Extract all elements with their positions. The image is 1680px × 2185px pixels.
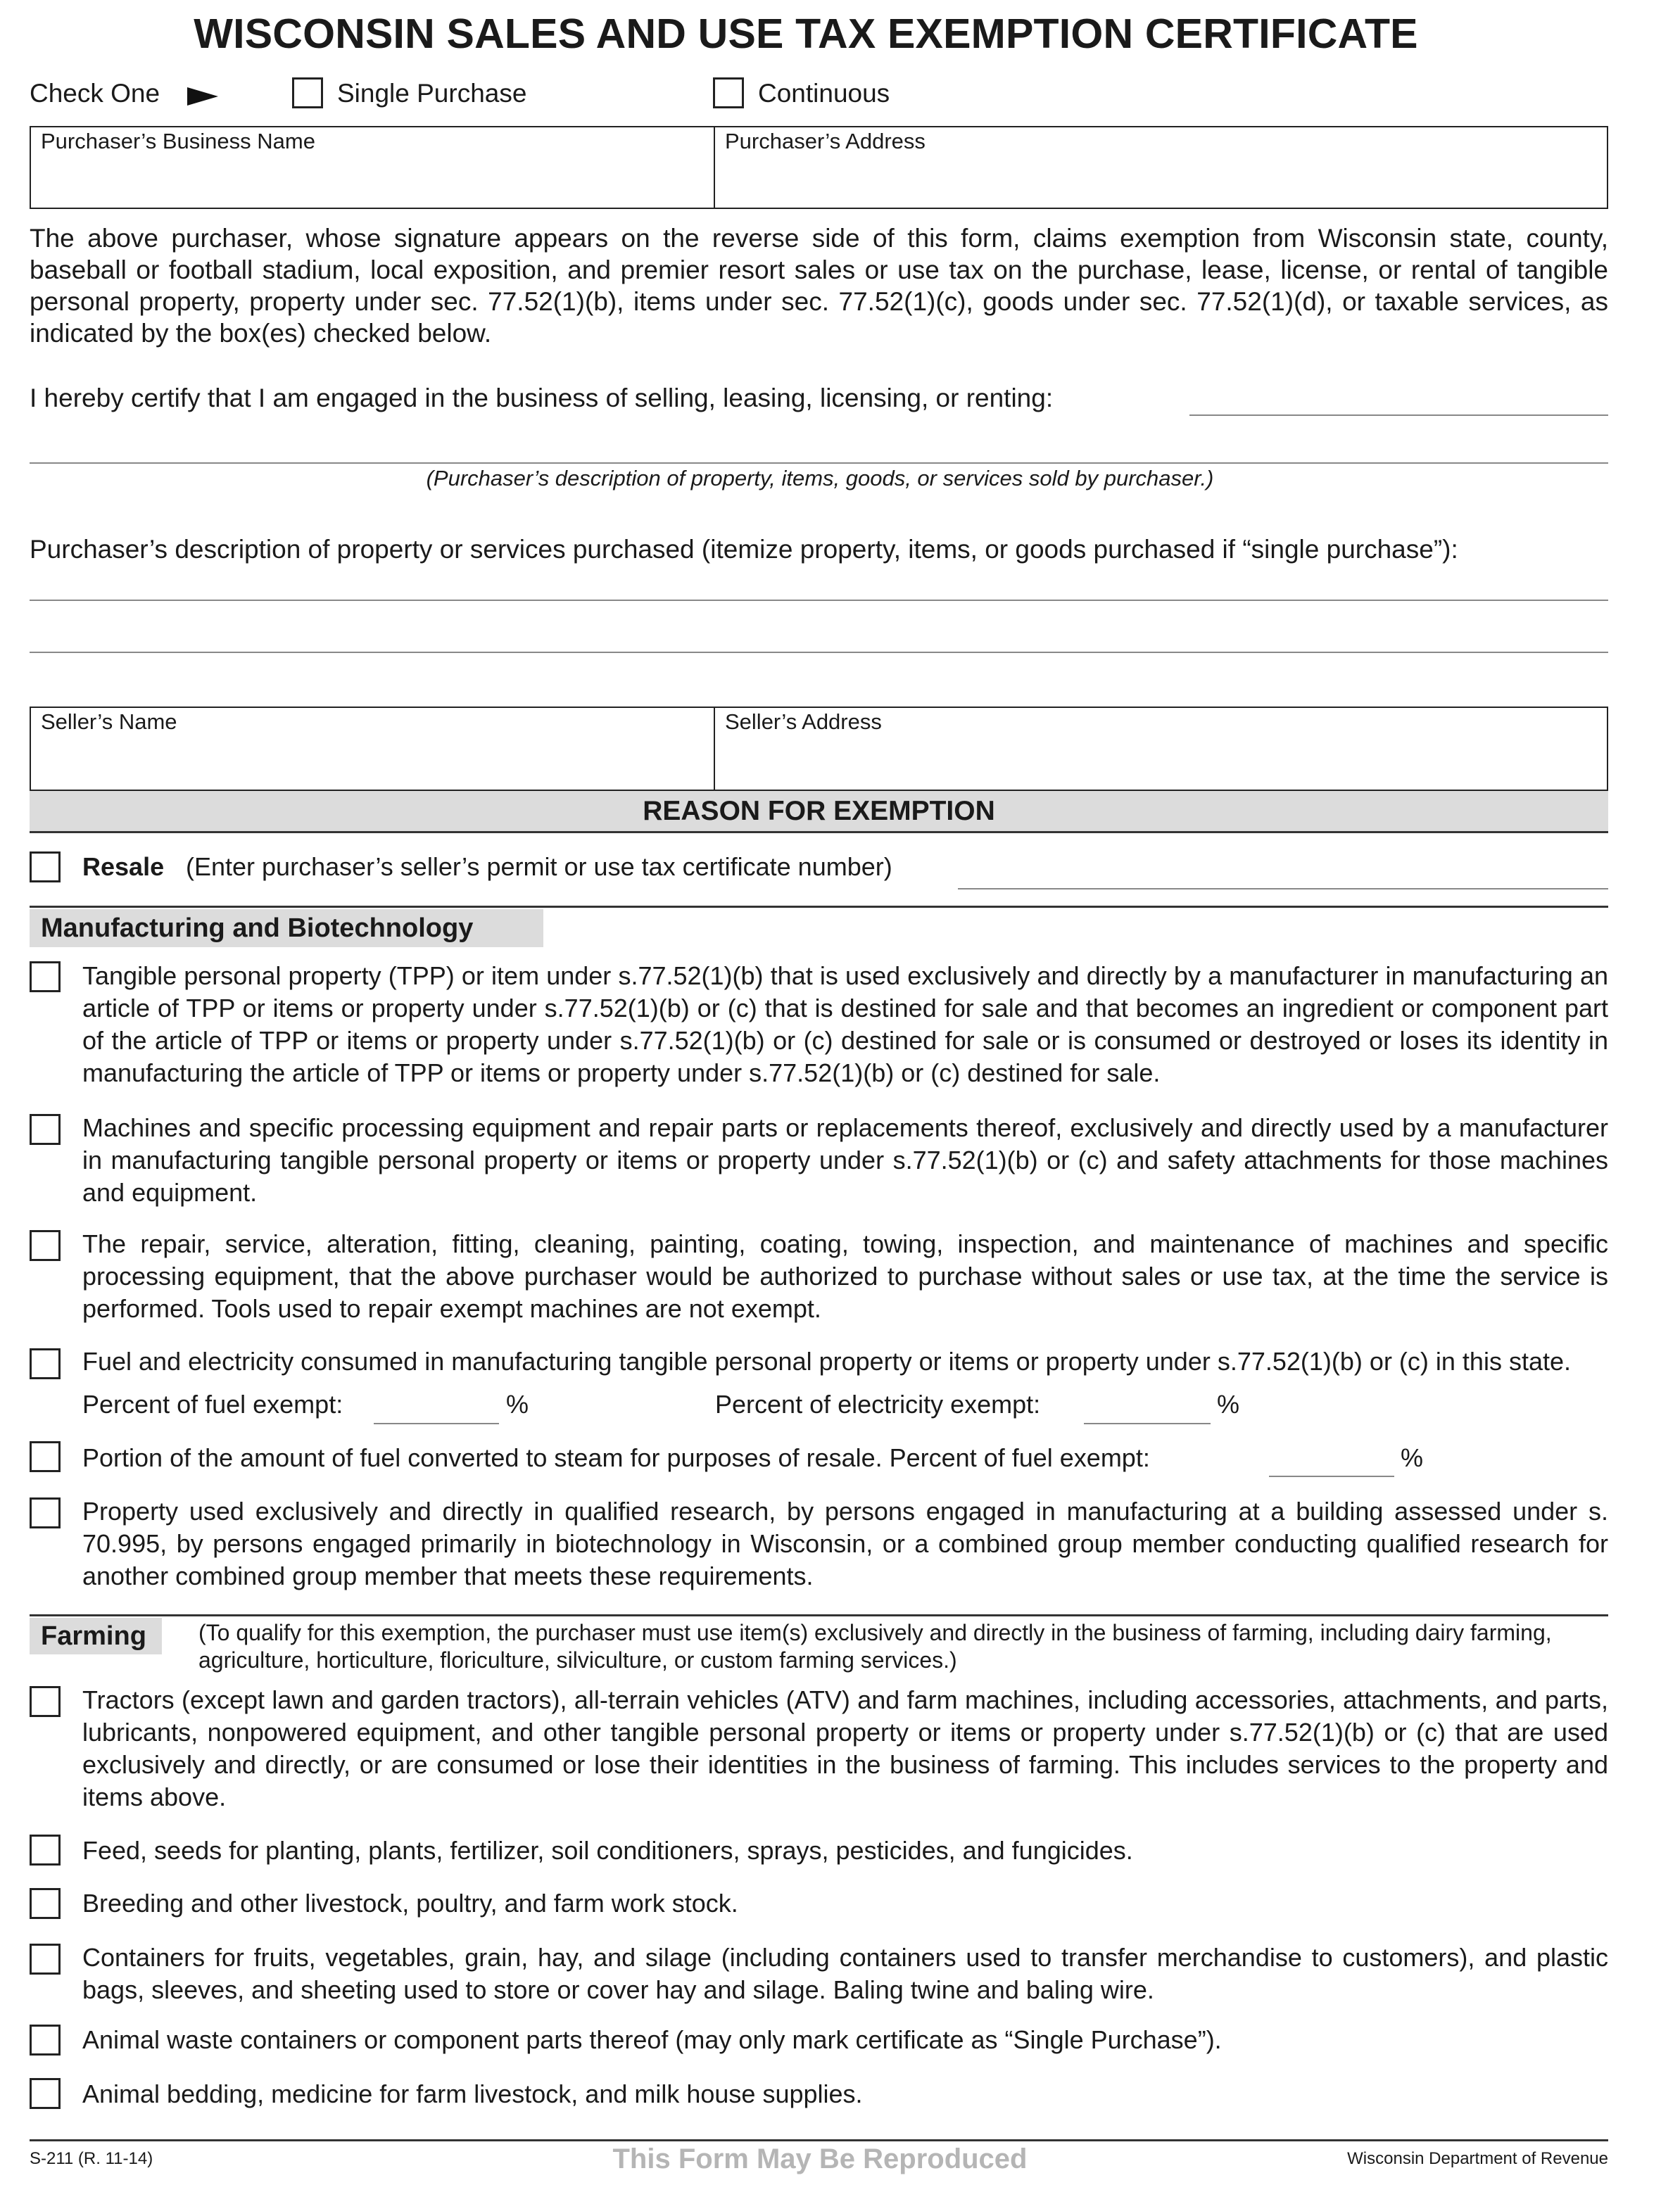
purchaser-address-label: Purchaser’s Address: [725, 129, 926, 153]
seller-box-divider: [714, 708, 715, 790]
manufacturing-repair-checkbox[interactable]: [30, 1230, 61, 1261]
footer-rule: [30, 2139, 1608, 2141]
resale-instructions: (Enter purchaser’s seller’s permit or use tax certificate number): [186, 852, 892, 881]
reproduction-notice: This Form May Be Reproduced: [612, 2143, 1028, 2174]
farming-bedding-text: Animal bedding, medicine for farm livestock, and milk house supplies.: [82, 2079, 863, 2108]
seller-name-label: Seller’s Name: [41, 709, 177, 734]
electricity-percent-sign: %: [1217, 1390, 1240, 1419]
manufacturing-repair-text: The repair, service, alteration, fitting, cleaning, painting, coating, towing, inspection, and maintenance of machines and specific processing equipment, that the above purchaser would be authorized to purchase without sales or use tax, at the time the service is performed. Tools used to repair exempt machines are not exempt.: [82, 1229, 1608, 1323]
seller-address-field[interactable]: [722, 736, 1602, 785]
fuel-percent-label: Percent of fuel exempt:: [82, 1390, 343, 1419]
farming-containers-text: Containers for fruits, vegetables, grain, hay, and silage (including containers used to transfer merchandise to customers), and plastic bags, sleeves, and sheeting used to store or cover hay and silage. Baling twine and baling wire.: [82, 1943, 1608, 2004]
manufacturing-research-text: Property used exclusively and directly in qualified research, by persons engaged in manufacturing at a building assessed under s. 70.995, by persons engaged primarily in biotechnology in Wisconsin, or a combined group member conducting qualified research for another combined group member that meets these requirements.: [82, 1497, 1608, 1590]
continuous-checkbox[interactable]: [713, 77, 744, 108]
continuous-label: Continuous: [758, 79, 890, 108]
form-title: WISCONSIN SALES AND USE TAX EXEMPTION CERTIFICATE: [194, 11, 1418, 57]
electricity-percent-field[interactable]: [1084, 1423, 1211, 1424]
farming-feed-checkbox[interactable]: [30, 1835, 61, 1866]
purchased-description-field-line-2[interactable]: [30, 652, 1608, 653]
certify-statement: I hereby certify that I am engaged in the business of selling, leasing, licensing, or renting:: [30, 384, 1054, 412]
farming-livestock-checkbox[interactable]: [30, 1888, 61, 1919]
manufacturing-machines-text: Machines and specific processing equipment and repair parts or replacements thereof, exclusively and directly used by a manufacturer in manufacturing tangible personal property or items or property under s.77.52(1)(b) or (c) and safety attachments for those machines and equipment.: [82, 1113, 1608, 1207]
farming-section-rule: [30, 1614, 1608, 1616]
sold-description-caption: (Purchaser’s description of property, items, goods, or services sold by purchaser.): [426, 466, 1214, 490]
purchaser-business-name-field[interactable]: [38, 156, 707, 205]
manufacturing-section-title: Manufacturing and Biotechnology: [30, 909, 543, 947]
resale-label: Resale: [82, 852, 165, 881]
farming-section-title: Farming: [30, 1618, 162, 1654]
farming-bedding-checkbox[interactable]: [30, 2078, 61, 2109]
manufacturing-steam-text: Portion of the amount of fuel converted to steam for purposes of resale. Percent of fuel exempt:: [82, 1443, 1150, 1472]
purchased-description-label: Purchaser’s description of property or services purchased (itemize property, items, or goods purchased if “single purchase”):: [30, 535, 1458, 564]
single-purchase-checkbox[interactable]: [292, 77, 323, 108]
manufacturing-machines-checkbox[interactable]: [30, 1114, 61, 1145]
manufacturing-fuel-text: Fuel and electricity consumed in manufacturing tangible personal property or items or property under s.77.52(1)(b) or (c) in this state.: [82, 1347, 1571, 1376]
purchaser-info-box: [30, 126, 1608, 209]
farming-animal-waste-checkbox[interactable]: [30, 2025, 61, 2056]
seller-info-box: [30, 707, 1608, 791]
fuel-percent-field[interactable]: [374, 1423, 499, 1424]
manufacturing-tpp-text: Tangible personal property (TPP) or item under s.77.52(1)(b) that is used exclusively and directly by a manufacturer in manufacturing an article of TPP or items or property under s.77.52(1)(b) or (c) that is destined for sale and that becomes an ingredient or component part of the article of TPP or items or property under s.77.52(1)(b) or (c) destined for sale or is consumed or destroyed or loses its identity in manufacturing the article of TPP or items or property under s.77.52(1)(b) or (c) destined for sale.: [82, 961, 1608, 1087]
claim-paragraph: The above purchaser, whose signature appears on the reverse side of this form, claims exemption from Wisconsin state, county, baseball or football stadium, local exposition, and premier resort sales or use tax on the purchase, lease, license, or rental of tangible personal property, property under sec. 77.52(1)(b), items under sec. 77.52(1)(c), goods under sec. 77.52(1)(d), or taxable services, as indicated by the box(es) checked below.: [30, 224, 1608, 348]
business-activity-field[interactable]: [1189, 414, 1608, 416]
purchaser-address-field[interactable]: [722, 156, 1602, 205]
resale-checkbox[interactable]: [30, 851, 61, 882]
check-one-label: Check One: [30, 79, 160, 108]
business-activity-field-line-2[interactable]: [30, 462, 1608, 464]
farming-containers-checkbox[interactable]: [30, 1944, 61, 1975]
farming-tractors-checkbox[interactable]: [30, 1686, 61, 1717]
reason-for-exemption-header: REASON FOR EXEMPTION: [30, 791, 1608, 833]
manufacturing-research-checkbox[interactable]: [30, 1497, 61, 1528]
department-name: Wisconsin Department of Revenue: [1347, 2149, 1608, 2168]
farming-livestock-text: Breeding and other livestock, poultry, and farm work stock.: [82, 1889, 738, 1918]
farming-feed-text: Feed, seeds for planting, plants, fertilizer, soil conditioners, sprays, pesticides, and fungicides.: [82, 1836, 1133, 1865]
purchaser-box-divider: [714, 127, 715, 208]
purchaser-business-name-label: Purchaser’s Business Name: [41, 129, 315, 153]
manufacturing-fuel-checkbox[interactable]: [30, 1348, 61, 1379]
steam-percent-sign: %: [1401, 1443, 1424, 1472]
seller-address-label: Seller’s Address: [725, 709, 882, 734]
seller-name-field[interactable]: [38, 736, 707, 785]
farming-animal-waste-text: Animal waste containers or component parts thereof (may only mark certificate as “Single Purchase”).: [82, 2025, 1222, 2054]
farming-qualification-note: (To qualify for this exemption, the purchaser must use item(s) exclusively and directly in the business of farming, including dairy farming, agriculture, horticulture, floriculture, silviculture, or custom farming services.): [198, 1620, 1552, 1673]
purchased-description-field-line-1[interactable]: [30, 600, 1608, 601]
manufacturing-tpp-checkbox[interactable]: [30, 961, 61, 992]
form-number: S-211 (R. 11-14): [30, 2149, 153, 2168]
seller-permit-number-field[interactable]: [958, 888, 1608, 889]
farming-tractors-text: Tractors (except lawn and garden tractors), all-terrain vehicles (ATV) and farm machines, including accessories, attachments, and parts, lubricants, nonpowered equipment, and other tangible personal property or items or property under s.77.52(1)(b) or (c) that are used exclusively and directly, or are consumed or lose their identities in the business of farming. This includes services to the property and items above.: [82, 1685, 1608, 1811]
electricity-percent-label: Percent of electricity exempt:: [715, 1390, 1041, 1419]
steam-fuel-percent-field[interactable]: [1269, 1476, 1394, 1477]
manufacturing-section-rule: [30, 906, 1608, 908]
manufacturing-steam-checkbox[interactable]: [30, 1441, 61, 1472]
single-purchase-label: Single Purchase: [337, 79, 527, 108]
arrow-right-icon: [186, 84, 220, 108]
fuel-percent-sign: %: [506, 1390, 529, 1419]
